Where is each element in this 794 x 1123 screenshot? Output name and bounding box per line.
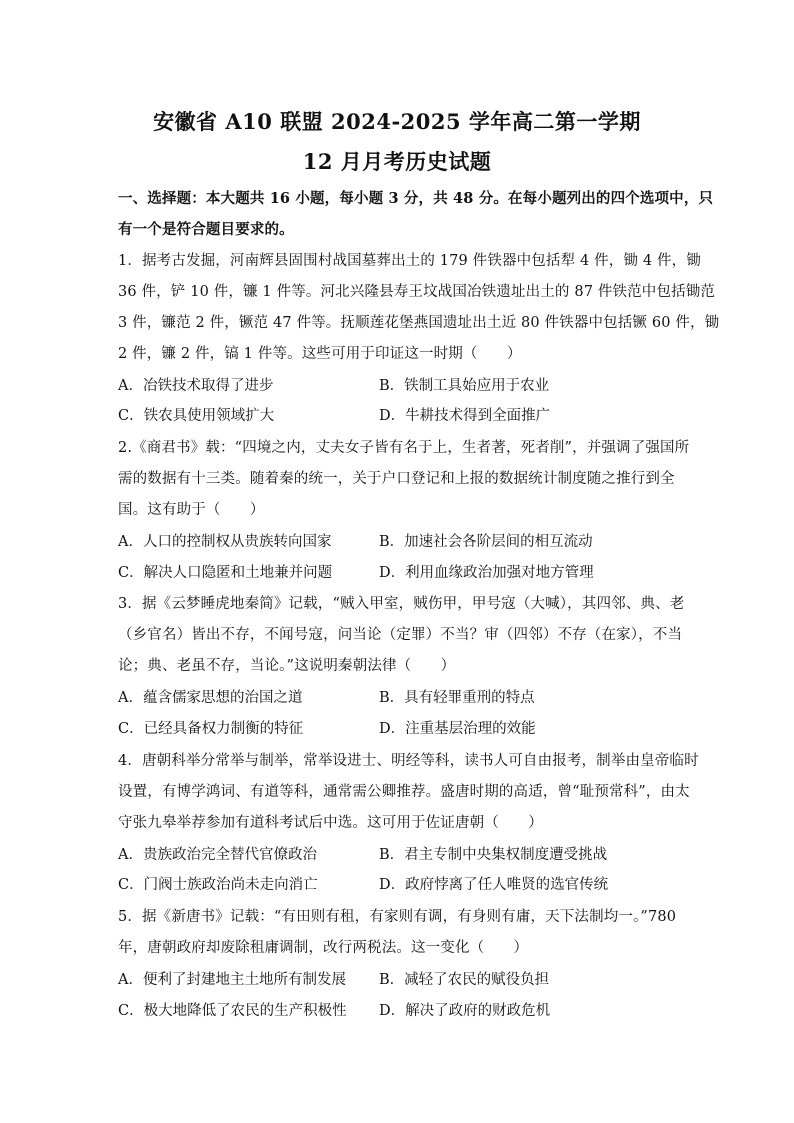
question-1-option-a: A．冶铁技术取得了进步 — [118, 378, 274, 394]
question-1-option-c: C．铁农具使用领域扩大 — [118, 408, 275, 424]
exam-title-line2: 12 月月考历史试题 — [302, 149, 492, 174]
question-1-text: 1．据考古发掘，河南辉县固围村战国墓葬出土的 179 件铁器中包括犁 4 件，锄 4 件，锄 — [118, 253, 701, 269]
question-4-text: 守张九皋举荐参加有道科考试后中选。这可用于佐证唐朝（ ） — [118, 815, 543, 831]
question-5-option-d: D．解决了政府的财政危机 — [379, 1003, 551, 1019]
question-1-text: 3 件，镰范 2 件，镢范 47 件等。抚顺莲花堡燕国遗址出土近 80 件铁器中包括镢 60 件，锄 — [118, 315, 720, 331]
question-3-option-b: B．具有轻罪重刑的特点 — [379, 690, 535, 706]
question-2-text: 国。这有助于（ ） — [118, 502, 265, 518]
question-2-text: 需的数据有十三类。随着秦的统一，关于户口登记和上报的数据统计制度随之推行到全 — [118, 471, 675, 487]
section-heading-line2: 有一个是符合题目要求的。 — [118, 221, 294, 238]
question-5-option-a: A．便利了封建地主土地所有制发展 — [118, 972, 346, 988]
section-heading-line1: 一、选择题：本大题共 16 小题，每小题 3 分，共 48 分。在每小题列出的四个选项中，只 — [118, 190, 714, 207]
question-4-text: 设置，有博学鸿词、有道等科，通常需公卿推荐。盛唐时期的高适，曾“耻预常科”，由太 — [118, 784, 690, 800]
question-3-text: 论；典、老虽不存，当论。”这说明秦朝法律（ ） — [118, 658, 456, 674]
question-2-option-d: D．利用血缘政治加强对地方管理 — [379, 565, 594, 581]
question-1-text: 2 件，镰 2 件，镐 1 件等。这些可用于印证这一时期（ ） — [118, 346, 522, 362]
question-5-text: 年，唐朝政府却废除租庸调制，改行两税法。这一变化（ ） — [118, 940, 529, 956]
question-1-option-b: B．铁制工具始应用于农业 — [379, 378, 550, 394]
question-3-text: 3．据《云梦睡虎地秦简》记载，“贼入甲室，贼伤甲，甲号寇（大喊），其四邻、典、老 — [118, 596, 685, 612]
question-4-option-d: D．政府悖离了任人唯贤的选官传统 — [379, 877, 609, 893]
question-2-option-b: B．加速社会各阶层间的相互流动 — [379, 534, 593, 550]
question-3-text: （乡官名）皆出不存，不闻号寇，问当论（定罪）不当？审（四邻）不存（在家），不当 — [118, 627, 683, 643]
question-3-option-c: C．已经具备权力制衡的特征 — [118, 721, 304, 737]
question-1-option-d: D．牛耕技术得到全面推广 — [379, 408, 551, 424]
question-5-option-b: B．减轻了农民的赋役负担 — [379, 972, 550, 988]
question-2-option-c: C．解决人口隐匿和土地兼并问题 — [118, 565, 333, 581]
question-4-text: 4．唐朝科举分常举与制举，常举设进士、明经等科，读书人可自由报考，制举由皇帝临时 — [118, 753, 699, 769]
exam-title-line1: 安徽省 A10 联盟 2024-2025 学年高二第一学期 — [153, 109, 641, 134]
question-4-option-c: C．门阀士族政治尚未走向消亡 — [118, 877, 318, 893]
question-5-option-c: C．极大地降低了农民的生产积极性 — [118, 1003, 347, 1019]
question-1-text: 36 件，铲 10 件，镰 1 件等。河北兴隆县寿王坟战国冶铁遗址出土的 87 件铁范中包括锄范 — [118, 284, 716, 300]
question-4-option-b: B．君主专制中央集权制度遭受挑战 — [379, 847, 608, 863]
question-4-option-a: A．贵族政治完全替代官僚政治 — [118, 847, 317, 863]
question-3-option-d: D．注重基层治理的效能 — [379, 721, 536, 737]
question-3-option-a: A．蕴含儒家思想的治国之道 — [118, 690, 303, 706]
question-2-option-a: A．人口的控制权从贵族转向国家 — [118, 534, 332, 550]
question-2-text: 2.《商君书》载：“四境之内，丈夫女子皆有名于上，生者著，死者削”，并强调了强国所 — [118, 440, 690, 456]
question-5-text: 5．据《新唐书》记载：“有田则有租，有家则有调，有身则有庸，天下法制均一。”780 — [118, 909, 677, 925]
